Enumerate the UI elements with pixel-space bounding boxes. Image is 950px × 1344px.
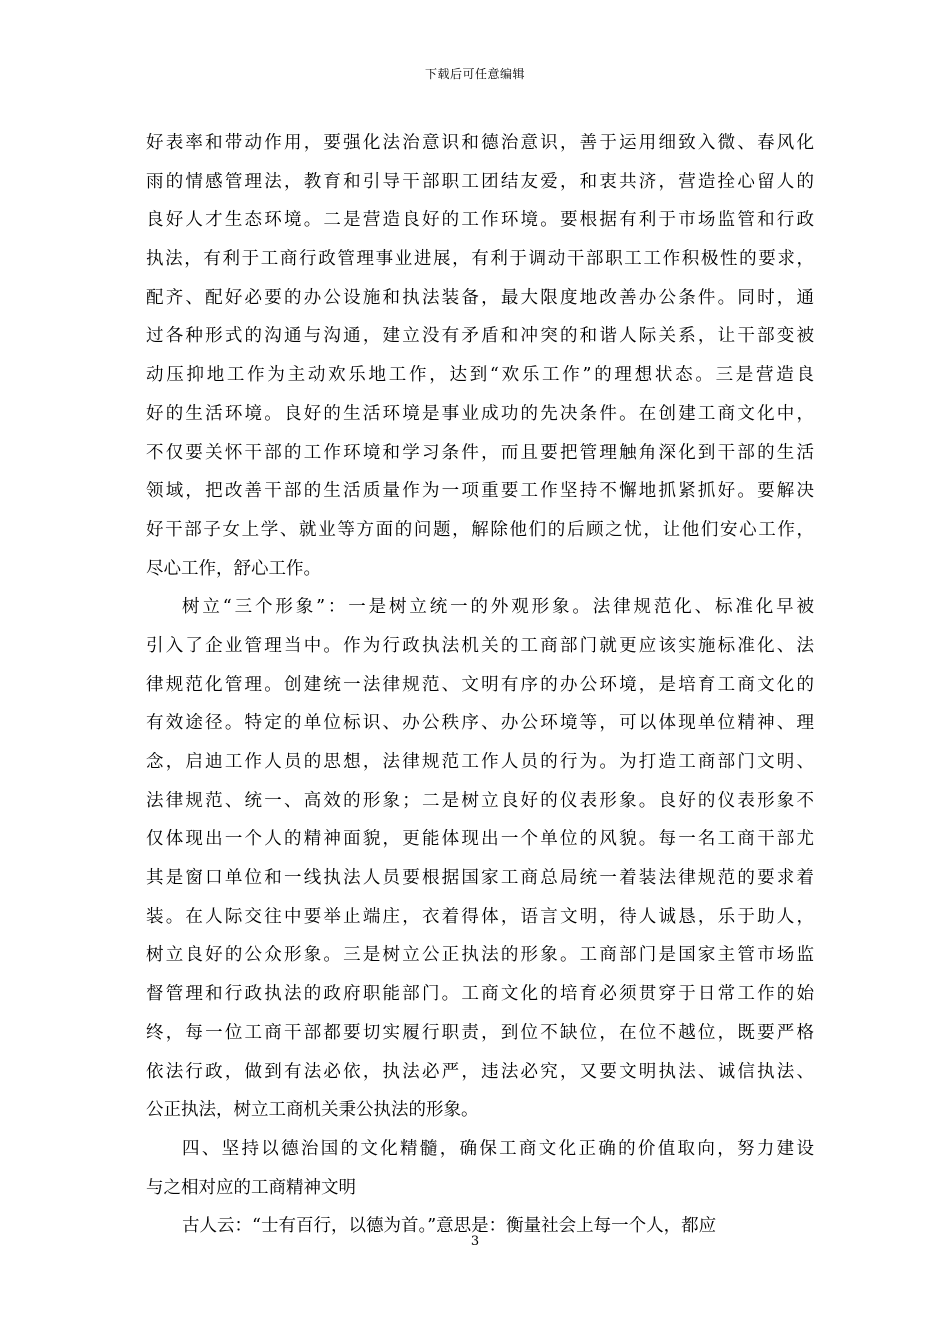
text-line: 好的生活环境。良好的生活环境是事业成功的先决条件。在创建工商文化中， [146, 403, 814, 424]
text-line: 雨的情感管理法，教育和引导干部职工团结友爱，和衷共济，营造拴心留人的 [146, 171, 814, 192]
body-text [146, 124, 814, 1246]
text-line: 终，每一位工商干部都要切实履行职责，到位不缺位，在位不越位，既要严格 [146, 1022, 814, 1043]
text-line: 法律规范、统一、高效的形象；二是树立良好的仪表形象。良好的仪表形象不 [146, 790, 814, 811]
text-line: 配齐、配好必要的办公设施和执法装备，最大限度地改善办公条件。同时，通 [146, 287, 814, 308]
text-line: 律规范化管理。创建统一法律规范、文明有序的办公环境，是培育工商文化的 [146, 674, 814, 695]
page-number: 3 [470, 1234, 480, 1249]
text-line: 执法，有利于工商行政管理事业进展，有利于调动干部职工工作积极性的要求， [146, 249, 814, 270]
paragraph [146, 1130, 814, 1207]
text-line: 念，启迪工作人员的思想，法律规范工作人员的行为。为打造工商部门文明、 [146, 752, 814, 772]
text-line: 好表率和带动作用，要强化法治意识和德治意识，善于运用细致入微、春风化 [146, 133, 814, 153]
text-line: 四、坚持以德治国的文化精髓，确保工商文化正确的价值取向，努力建设 [182, 1138, 814, 1159]
text-line: 依法行政，做到有法必依，执法必严，违法必究，又要文明执法、诚信执法、 [146, 1061, 814, 1082]
text-line: 好干部子女上学、就业等方面的问题，解除他们的后顾之忧，让他们安心工作， [146, 519, 814, 540]
text-line: 有效途径。特定的单位标识、办公秩序、办公环境等，可以体现单位精神、理 [146, 713, 814, 734]
page-header: 下载后可任意编辑 [424, 67, 525, 81]
text-line: 其是窗口单位和一线执法人员要根据国家工商总局统一着装法律规范的要求着 [146, 868, 814, 889]
text-line: 引入了企业管理当中。作为行政执法机关的工商部门就更应该实施标准化、法 [146, 635, 814, 656]
text-line: 装。在人际交往中要举止端庄，衣着得体，语言文明，待人诚恳，乐于助人， [146, 906, 814, 927]
text-line: 尽心工作，舒心工作。 [146, 558, 321, 579]
text-line: 与之相对应的工商精神文明 [146, 1177, 356, 1198]
text-line: 动压抑地工作为主动欢乐地工作，达到“欢乐工作”的理想状态。三是营造良 [146, 365, 814, 386]
paragraph [146, 588, 814, 1130]
text-line: 公正执法，树立工商机关秉公执法的形象。 [146, 1100, 479, 1121]
text-line: 不仅要关怀干部的工作环境和学习条件，而且要把管理触角深化到干部的生活 [146, 442, 814, 463]
text-line: 仅体现出一个人的精神面貌，更能体现出一个单位的风貌。每一名工商干部尤 [146, 829, 814, 850]
paragraph [146, 124, 814, 588]
text-line: 督管理和行政执法的政府职能部门。工商文化的培育必须贯穿于日常工作的始 [146, 984, 814, 1005]
text-line: 古人云：“士有百行，以德为首。”意思是：衡量社会上每一个人，都应 [182, 1216, 717, 1237]
text-line: 树立良好的公众形象。三是树立公正执法的形象。工商部门是国家主管市场监 [146, 945, 814, 966]
text-line: 良好人才生态环境。二是营造良好的工作环境。要根据有利于市场监管和行政 [146, 210, 814, 231]
text-line: 过各种形式的沟通与沟通，建立没有矛盾和冲突的和谐人际关系，让干部变被 [146, 326, 814, 347]
text-line: 树立“三个形象”：一是树立统一的外观形象。法律规范化、标准化早被 [182, 597, 814, 618]
text-line: 领域，把改善干部的生活质量作为一项重要工作坚持不懈地抓紧抓好。要解决 [146, 481, 814, 502]
